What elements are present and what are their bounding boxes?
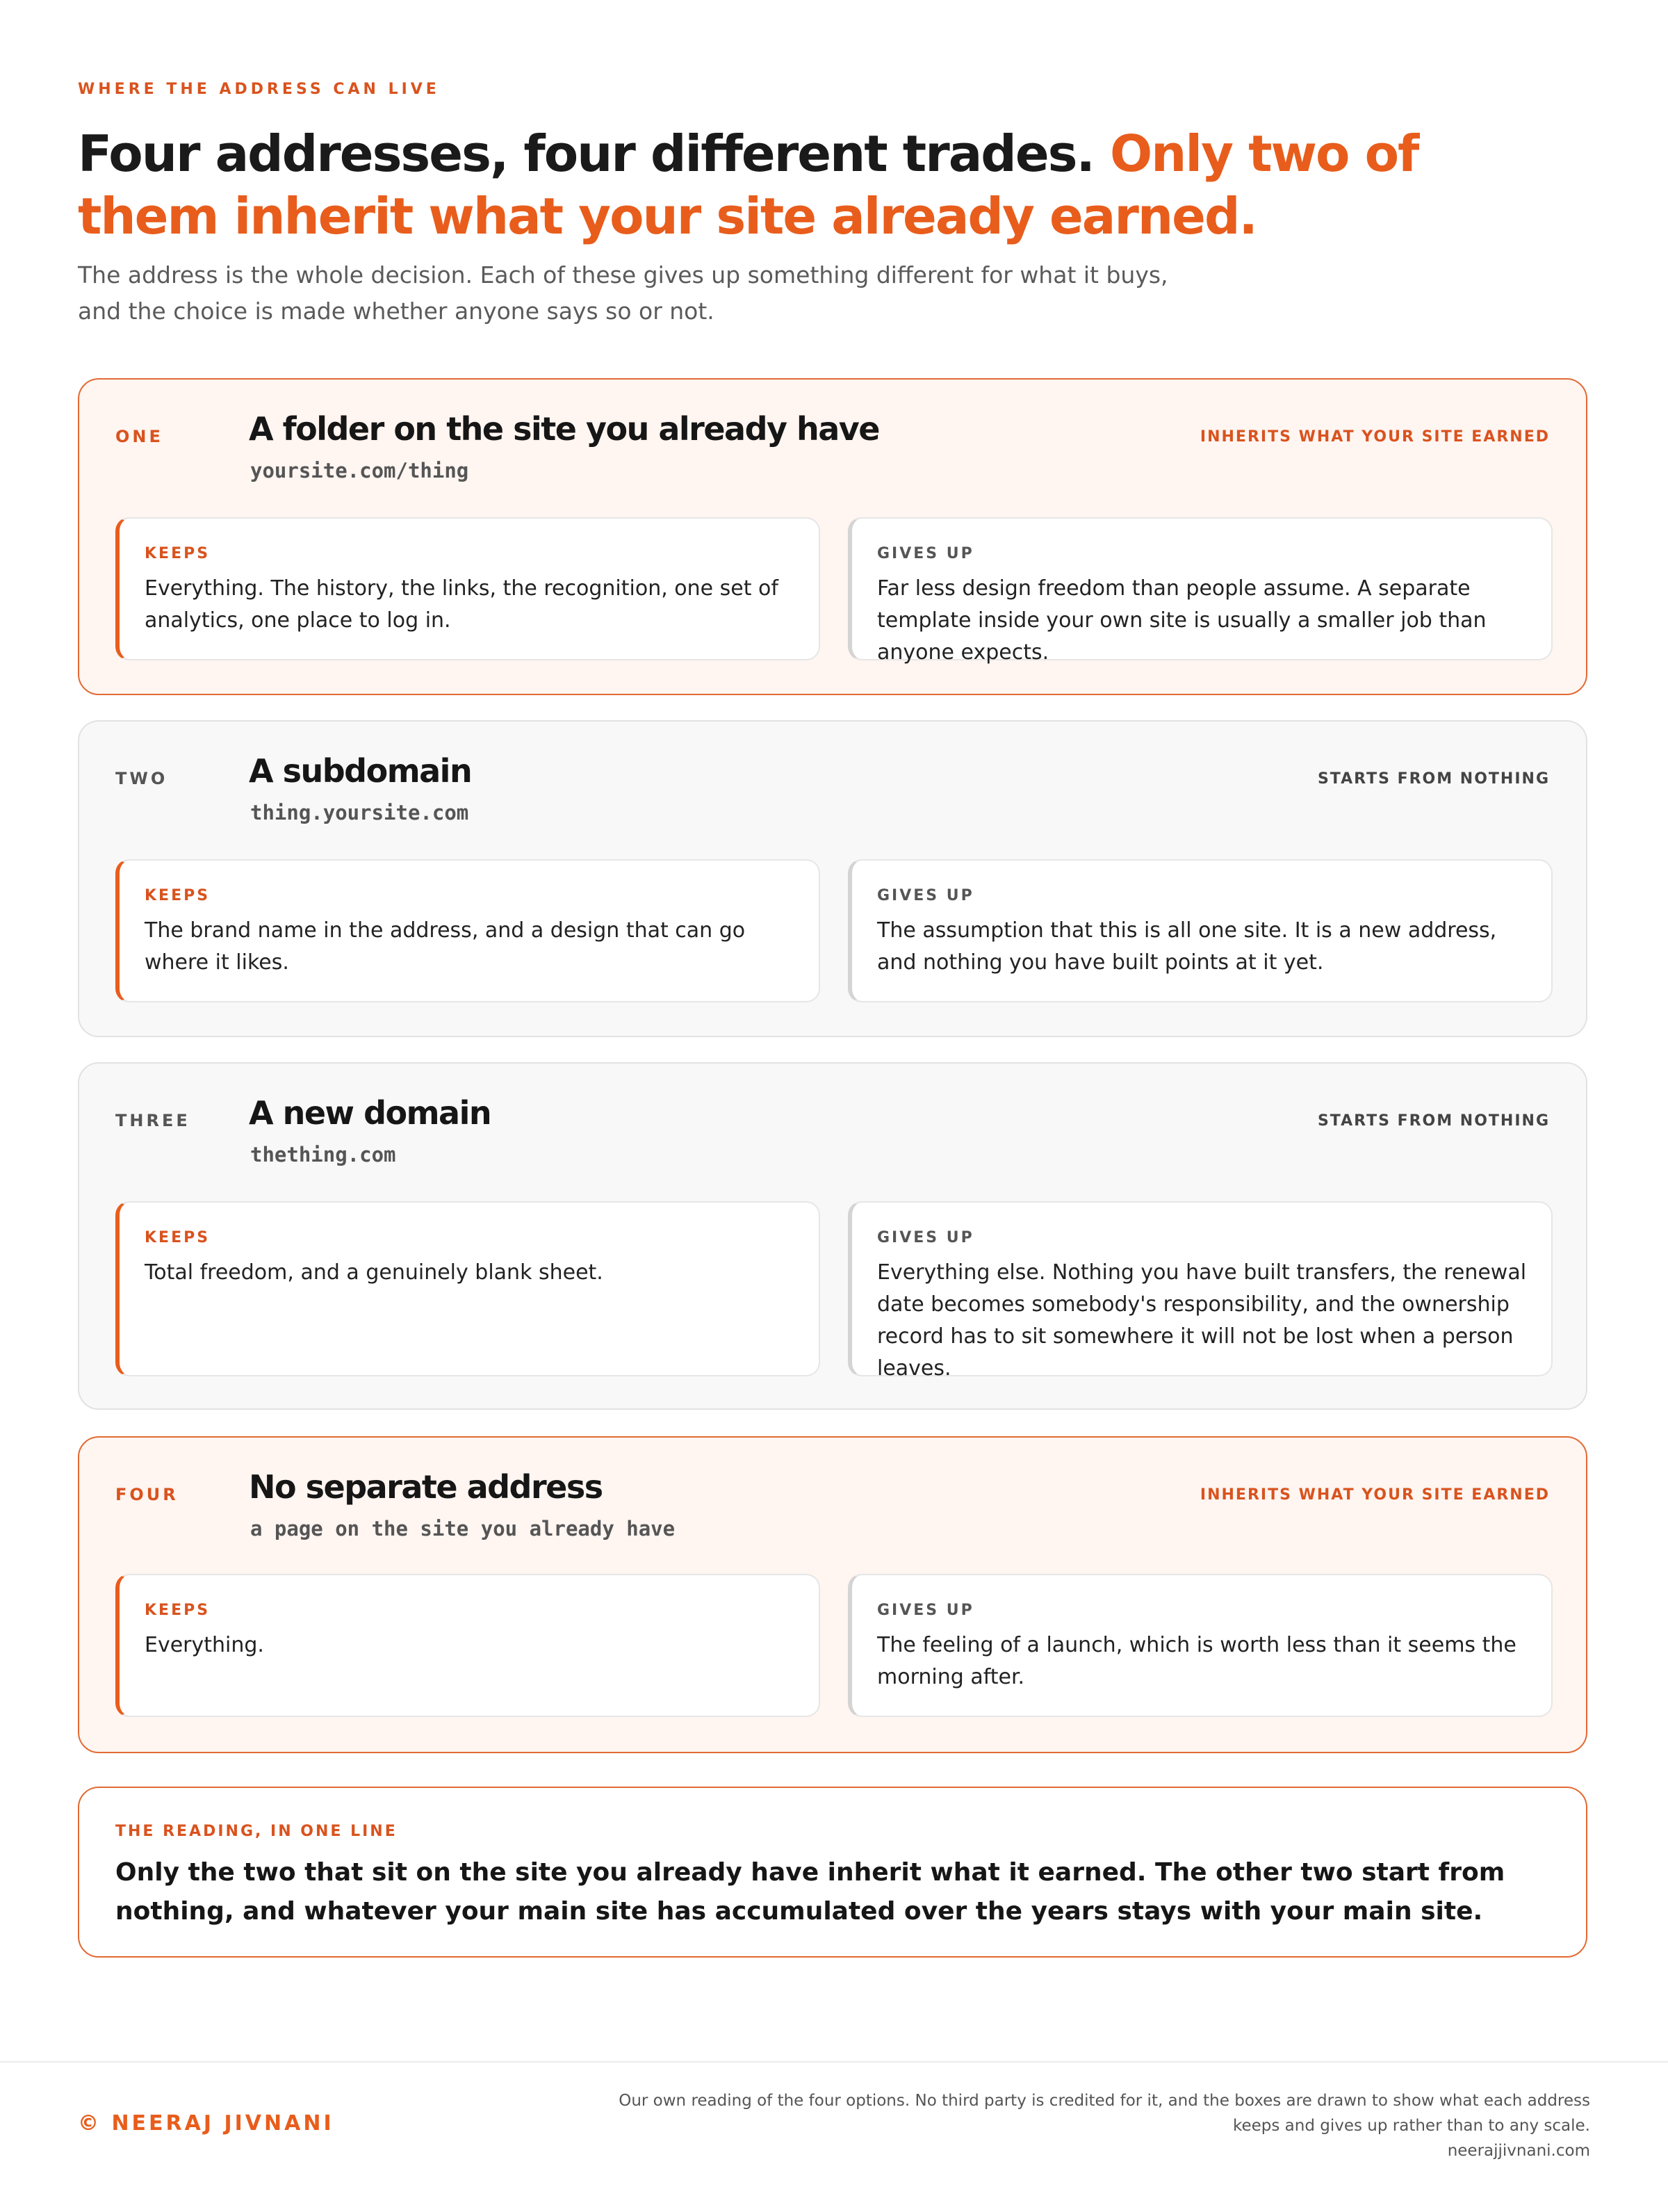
keeps-text: Total freedom, and a genuinely blank sheet. (145, 1260, 603, 1285)
gives-up-box (848, 517, 1553, 665)
option-verdict-badge: STARTS FROM NOTHING (1317, 770, 1550, 788)
gives-up-label: GIVES UP (877, 545, 974, 562)
option-number: FOUR (115, 1485, 179, 1504)
keeps-box (115, 517, 820, 660)
option-verdict-badge: INHERITS WHAT YOUR SITE EARNED (1200, 1486, 1550, 1504)
gives-up-box (848, 859, 1553, 1002)
option-title: No separate address (249, 1468, 603, 1506)
eyebrow: WHERE THE ADDRESS CAN LIVE (78, 81, 440, 98)
option-card-four (78, 1436, 1587, 1753)
gives-up-text: Everything else. Nothing you have built transfers, the renewal date becomes somebody's responsibility, and the ownership record has to sit somewhere it will not be lost when a person leaves. (877, 1260, 1527, 1381)
option-number: THREE (115, 1111, 190, 1130)
keeps-box (115, 859, 820, 1002)
headline-accent: Only two of them inherit what your site already earned. (78, 124, 1418, 245)
gives-up-label: GIVES UP (877, 1229, 974, 1246)
option-address: thing.yoursite.com (250, 801, 469, 824)
gives-up-label: GIVES UP (877, 1602, 974, 1619)
keeps-text: The brand name in the address, and a design that can go where it likes. (145, 918, 746, 975)
option-address: yoursite.com/thing (250, 459, 469, 482)
footer-note (617, 2088, 1590, 2163)
gives-up-text: The assumption that this is all one site. It is a new address, and nothing you have built points at it yet. (877, 918, 1497, 975)
option-address: thething.com (250, 1143, 396, 1166)
gives-up-label: GIVES UP (877, 887, 974, 904)
option-verdict-badge: INHERITS WHAT YOUR SITE EARNED (1200, 428, 1550, 446)
headline-lead: Four addresses, four different trades. (78, 124, 1094, 183)
footer-divider (0, 2061, 1668, 2063)
gives-up-box (848, 1574, 1553, 1717)
summary-box (78, 1787, 1587, 1958)
option-title: A subdomain (249, 752, 472, 790)
gives-up-box (848, 1201, 1553, 1381)
option-title: A folder on the site you already have (249, 410, 879, 448)
headline (78, 122, 1572, 247)
summary-text: Only the two that sit on the site you already have inherit what it earned. The other two start from nothing, and whatever your main site has accumulated over the years stays with your main site. (115, 1858, 1505, 1926)
keeps-box (115, 1574, 820, 1717)
option-verdict-badge: STARTS FROM NOTHING (1317, 1112, 1550, 1130)
option-card-two (78, 720, 1587, 1037)
option-card-three (78, 1062, 1587, 1410)
footer-note-text: Our own reading of the four options. No third party is credited for it, and the boxes are drawn to show what each address keeps and gives up rather than to any scale. (619, 2092, 1590, 2135)
keeps-label: KEEPS (145, 887, 211, 904)
footer-credit: © NEERAJ JIVNANI (78, 2111, 334, 2136)
gives-up-text: The feeling of a launch, which is worth less than it seems the morning after. (877, 1633, 1516, 1689)
option-address: a page on the site you already have (250, 1517, 676, 1540)
gives-up-text: Far less design freedom than people assume. A separate template inside your own site is usually a smaller job than anyone expects. (877, 576, 1487, 665)
keeps-box (115, 1201, 820, 1376)
option-title: A new domain (249, 1094, 491, 1132)
keeps-label: KEEPS (145, 1229, 211, 1246)
keeps-text: Everything. The history, the links, the recognition, one set of analytics, one place to log in. (145, 576, 778, 633)
option-card-one (78, 378, 1587, 695)
intro-paragraph: The address is the whole decision. Each of these gives up something different for what it buys, and the choice is made whether anyone says so or not. (78, 261, 1168, 325)
keeps-text: Everything. (145, 1633, 264, 1657)
footer-url: neerajjivnani.com (1447, 2142, 1590, 2160)
summary-label: THE READING, IN ONE LINE (115, 1823, 398, 1840)
keeps-label: KEEPS (145, 1602, 211, 1619)
option-number: ONE (115, 427, 163, 446)
keeps-label: KEEPS (145, 545, 211, 562)
option-number: TWO (115, 769, 168, 788)
